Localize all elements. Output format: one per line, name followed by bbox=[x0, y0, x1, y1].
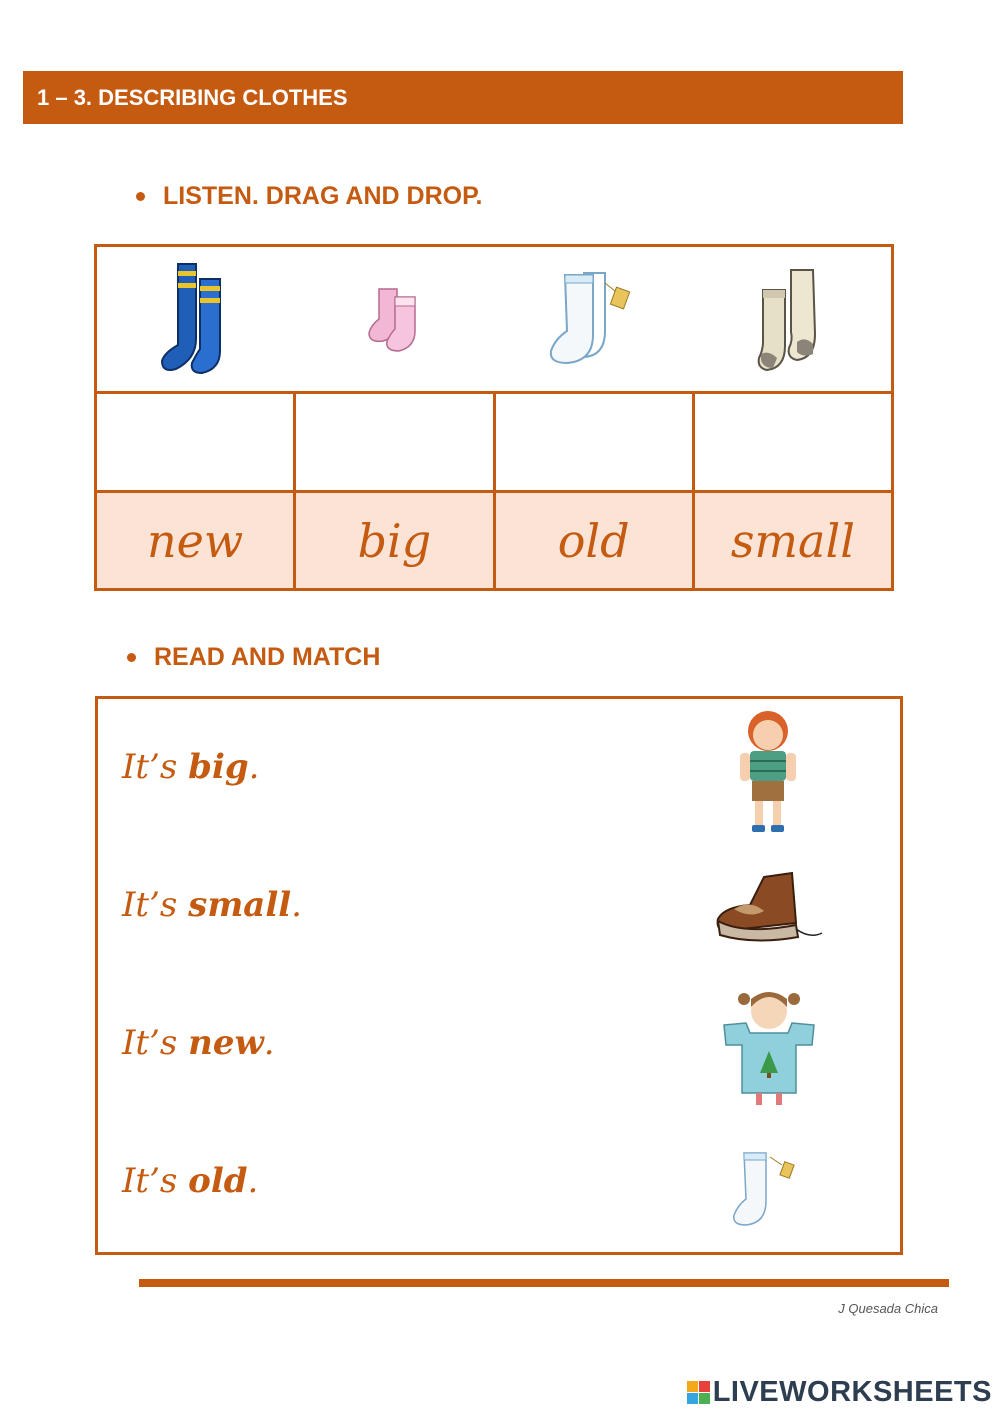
girl-in-big-sweater-icon[interactable] bbox=[716, 985, 822, 1109]
draggable-word-small[interactable]: small bbox=[730, 513, 855, 568]
old-boot-icon[interactable] bbox=[714, 869, 826, 949]
drop-target-row bbox=[97, 394, 891, 493]
footer-divider bbox=[139, 1279, 949, 1287]
picture-cell bbox=[494, 247, 693, 391]
brand-name: LIVEWORKSHEETS bbox=[712, 1376, 992, 1408]
draggable-word-new[interactable]: new bbox=[97, 493, 296, 588]
new-sock-icon[interactable] bbox=[730, 1149, 806, 1229]
drop-zone-3[interactable] bbox=[496, 394, 695, 490]
picture-cell bbox=[693, 247, 892, 391]
word-row bbox=[97, 493, 891, 588]
draggable-word-old[interactable]: old bbox=[496, 493, 695, 588]
drop-zone-4[interactable] bbox=[695, 394, 891, 490]
section-header bbox=[23, 71, 903, 124]
drop-zone-2[interactable] bbox=[296, 394, 495, 490]
picture-row bbox=[97, 247, 891, 394]
pink-baby-socks-icon bbox=[365, 283, 425, 355]
blue-striped-long-socks-icon bbox=[156, 259, 236, 379]
bullet-icon bbox=[136, 192, 145, 201]
drop-zone-1[interactable] bbox=[97, 394, 296, 490]
drag-drop-grid bbox=[94, 244, 894, 591]
draggable-word-big[interactable]: big bbox=[296, 493, 495, 588]
liveworksheets-brand bbox=[687, 1376, 992, 1409]
sentence-2[interactable]: It’s small. bbox=[122, 885, 302, 925]
liveworksheets-logo-icon bbox=[687, 1381, 710, 1404]
boy-in-small-clothes-icon[interactable] bbox=[728, 705, 808, 837]
bullet-icon bbox=[127, 653, 136, 662]
picture-cell bbox=[97, 247, 296, 391]
picture-cell bbox=[296, 247, 495, 391]
read-match-heading: READ AND MATCH bbox=[127, 643, 380, 672]
old-worn-socks-icon bbox=[755, 264, 829, 374]
sentence-4[interactable]: It’s old. bbox=[122, 1161, 259, 1201]
sentence-3[interactable]: It’s new. bbox=[122, 1023, 275, 1063]
author-credit: J Quesada Chica bbox=[838, 1301, 938, 1316]
white-new-sock-with-tag-icon bbox=[543, 269, 643, 369]
listen-heading: LISTEN. DRAG AND DROP. bbox=[136, 182, 482, 211]
read-match-box bbox=[95, 696, 903, 1255]
sentence-1[interactable]: It’s big. bbox=[122, 747, 260, 787]
section-title: 1 – 3. DESCRIBING CLOTHES bbox=[37, 84, 348, 110]
